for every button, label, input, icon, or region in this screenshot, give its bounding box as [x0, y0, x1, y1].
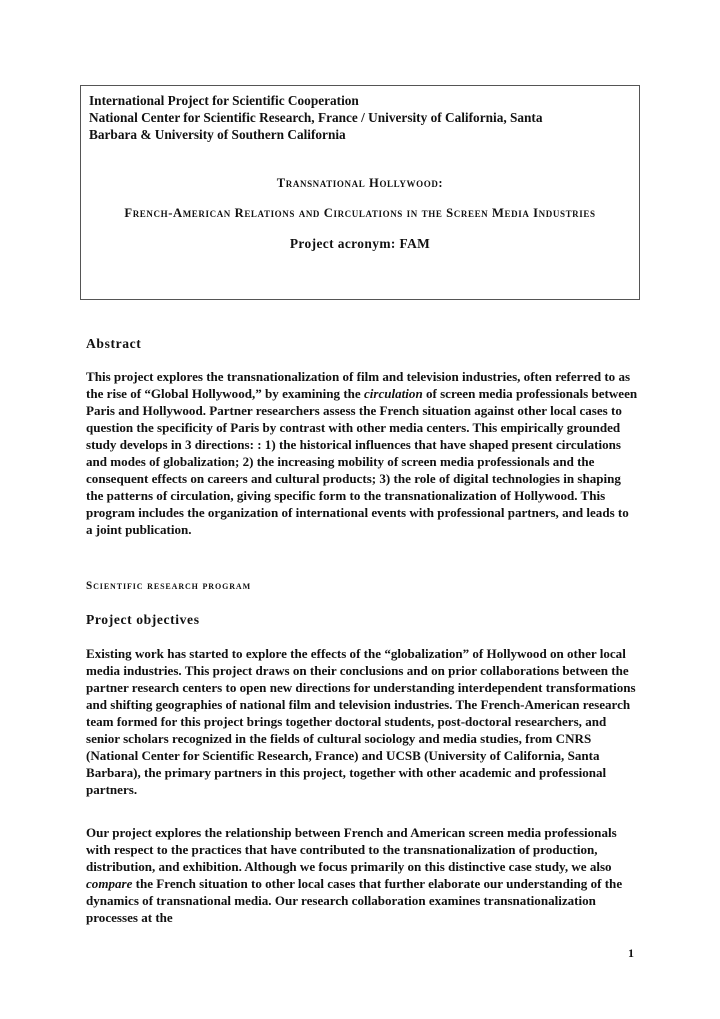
objectives-paragraph-2: [86, 824, 638, 926]
abstract-text-end: of screen media professionals between Paris and Hollywood. Partner researchers assess the French situation against other local cases to question the specificity of Paris by contrast with other media centers. This empirically grounded study develops in 3 directions: : 1) the historical influences that have shaped present circulations and modes of globalization; 2) the increasing mobility of screen media professionals and the consequent effects on careers and cultural products; 3) the role of digital technologies in shaping the patterns of circulation, giving specific form to the transnationalization of Hollywood. This program includes the organization of international events with professional partners, and leads to a joint publication.: [86, 386, 638, 537]
institution-line-cont: Barbara & University of Southern California: [89, 127, 346, 142]
abstract-emphasis: circulation: [363, 386, 423, 401]
abstract-paragraph: [86, 368, 638, 538]
abstract-heading: Abstract: [86, 336, 142, 351]
objectives-text-end: the French situation to other local cases that further elaborate our understanding of the dynamics of transnational media. Our research collaboration examines transnationalization processes at the: [86, 876, 623, 925]
project-type-line: International Project for Scientific Cooperation: [89, 93, 359, 108]
abstract-text-start: This project explores the transnationalization of film and television industries, often referred to as the rise of “Global Hollywood,” by examining the: [86, 369, 631, 401]
document-title: Transnational Hollywood:: [276, 176, 444, 190]
project-acronym: Project acronym: FAM: [289, 236, 431, 251]
objectives-paragraph-1: Existing work has started to explore the effects of the “globalization” of Hollywood on other local media industries. This project draws on their conclusions and on prior collaborations between the partner research centers to open new directions for understanding interdependent transformations and shifting geographies of national film and television industries. The French-American research team formed for this project brings together doctoral students, post-doctoral researchers, and senior scholars recognized in the fields of cultural sociology and media studies, from CNRS (National Center for Scientific Research, France) and UCSB (University of California, Santa Barbara), the primary partners in this project, together with other academic and professional partners.: [86, 646, 636, 797]
institution-block: [89, 92, 631, 143]
objectives-heading: Project objectives: [86, 612, 200, 627]
objectives-text-start: Our project explores the relationship between French and American screen media professionals with respect to the practices that have contributed to the transnationalization of production, distribution, and exhibition. Although we focus primarily on this distinctive case study, we also: [86, 825, 617, 874]
document-subtitle: French-American Relations and Circulations in the Screen Media Industries: [124, 206, 596, 220]
program-heading: Scientific research program: [86, 580, 252, 592]
objectives-emphasis: compare: [86, 876, 133, 891]
title-block: [89, 174, 631, 253]
header-box: [80, 85, 640, 300]
institution-line: National Center for Scientific Research, France / University of California, Santa: [89, 110, 543, 125]
page-number: 1: [628, 946, 634, 960]
